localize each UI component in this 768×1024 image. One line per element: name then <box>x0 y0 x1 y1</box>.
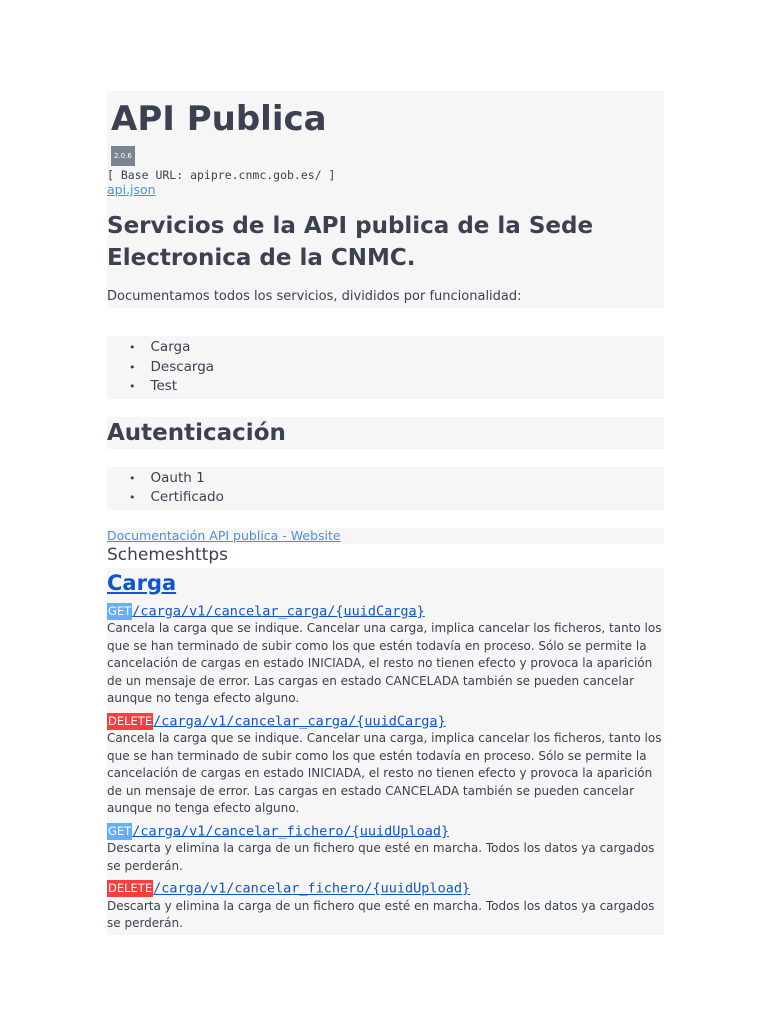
intro-paragraph: Documentamos todos los servicios, divididos por funcionalidad: <box>107 289 522 304</box>
auth-heading: Autenticación <box>107 417 664 449</box>
endpoint-path-link[interactable]: /carga/v1/cancelar_fichero/{uuidUpload} <box>153 880 471 897</box>
method-badge-get: GET <box>108 823 132 838</box>
endpoint-description: Descarta y elimina la carga de un fichero que esté en marcha. Todos los datos ya cargados se perderán. <box>107 898 655 930</box>
list-item: • Carga <box>129 338 664 358</box>
version-badge: 2.0.6 <box>111 146 135 166</box>
endpoint-path-link[interactable]: /carga/v1/cancelar_fichero/{uuidUpload} <box>132 823 450 839</box>
base-url: [ Base URL: apipre.cnmc.gob.es/ ] <box>107 168 336 182</box>
list-item: • Descarga <box>129 358 664 378</box>
list-item: • Test <box>129 377 664 397</box>
section-title[interactable]: Carga <box>107 570 177 595</box>
spec-link[interactable]: api.json <box>107 182 156 197</box>
endpoint-delete-cancelar-carga <box>107 712 664 731</box>
endpoint-path-link[interactable]: /carga/v1/cancelar_carga/{uuidCarga} <box>132 603 425 619</box>
endpoint-path-link[interactable]: /carga/v1/cancelar_carga/{uuidCarga} <box>153 713 446 729</box>
endpoint-get-cancelar-carga <box>107 602 664 621</box>
carga-section <box>107 568 664 935</box>
endpoint-get-cancelar-fichero <box>107 822 664 841</box>
external-doc-link[interactable]: Documentación API publica - Website <box>107 527 341 543</box>
intro-heading: Servicios de la API publica de la Sede Electronica de la CNMC. <box>107 213 594 271</box>
method-badge-delete: DELETE <box>108 713 153 728</box>
endpoint-delete-cancelar-fichero <box>107 879 664 898</box>
document <box>107 91 664 935</box>
auth-list <box>107 467 664 510</box>
list-item: • Certificado <box>129 488 664 508</box>
schemes-label: Schemeshttps <box>107 544 229 565</box>
functionality-list <box>107 336 664 399</box>
page-title: API Publica <box>111 99 327 139</box>
list-item: • Oauth 1 <box>129 469 664 489</box>
endpoint-description: Cancela la carga que se indique. Cancelar una carga, implica cancelar los ficheros, tanto los que se han terminado de subir como los que estén todavía en proceso. Sólo se permite la cancelación de cargas en estado INICIADA, el resto no tienen efecto y provoca la aparición de un mensaje de error. Las cargas en estado CANCELADA también se pueden cancelar aunque no tenga efecto alguno. <box>107 621 662 705</box>
method-badge-delete: DELETE <box>108 881 153 895</box>
method-badge-get: GET <box>108 603 132 618</box>
endpoint-description: Descarta y elimina la carga de un fichero que esté en marcha. Todos los datos ya cargados se perderán. <box>107 841 655 873</box>
info-header <box>107 91 664 308</box>
endpoint-description: Cancela la carga que se indique. Cancelar una carga, implica cancelar los ficheros, tanto los que se han terminado de subir como los que estén todavía en proceso. Sólo se permite la cancelación de cargas en estado INICIADA, el resto no tienen efecto y provoca la aparición de un mensaje de error. Las cargas en estado CANCELADA también se pueden cancelar aunque no tenga efecto alguno. <box>107 731 662 815</box>
